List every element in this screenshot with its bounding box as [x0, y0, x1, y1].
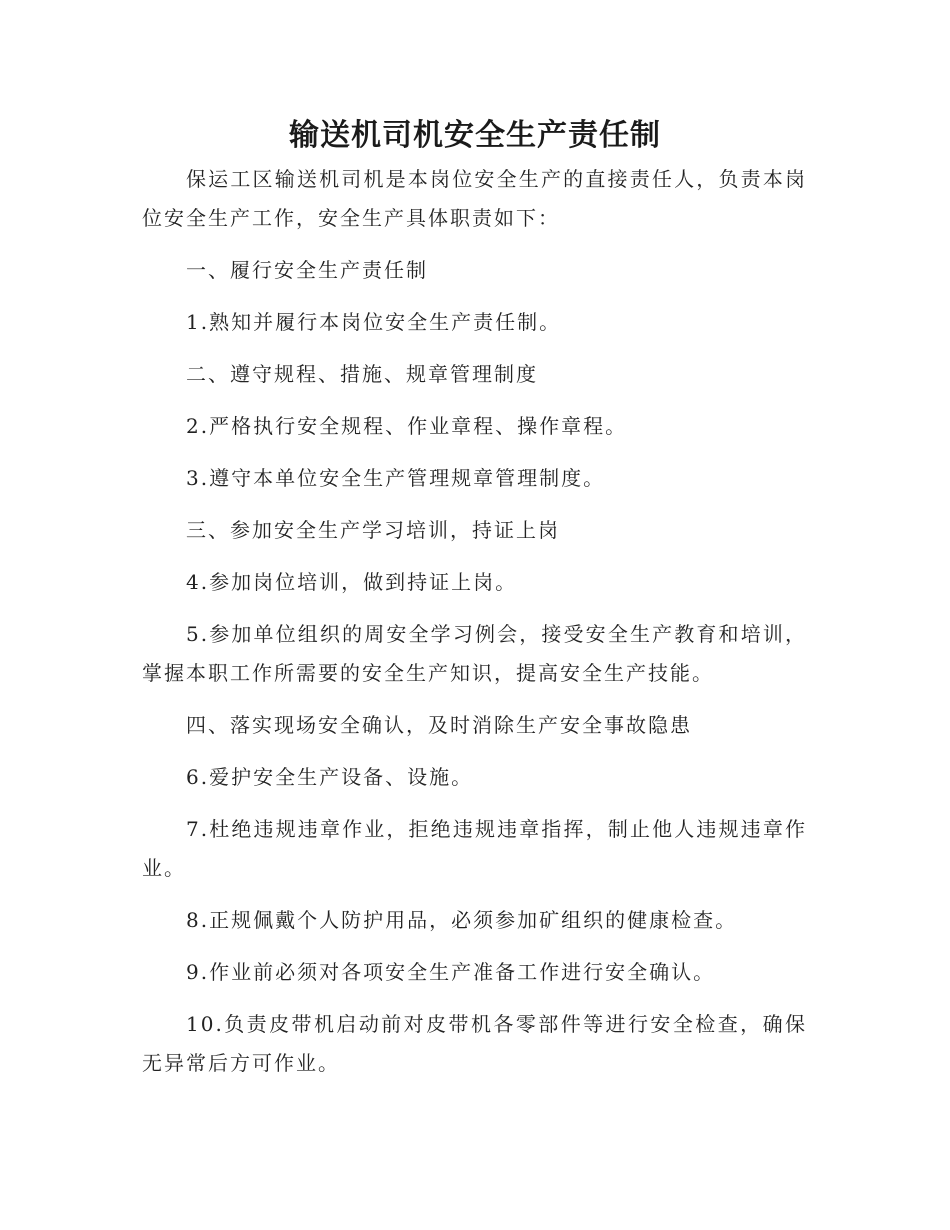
item-2: 2.严格执行安全规程、作业章程、操作章程。 — [186, 414, 628, 438]
section-heading-1: 一、履行安全生产责任制 — [186, 258, 428, 282]
section-heading-3: 三、参加安全生产学习培训，持证上岗 — [186, 518, 560, 542]
item-3: 3.遵守本单位安全生产管理规章管理制度。 — [186, 466, 606, 490]
item-6: 6.爱护安全生产设备、设施。 — [186, 765, 474, 789]
item-10: 10.负责皮带机启动前对皮带机各零部件等进行安全检查，确保无异常后方可作业。 — [142, 1012, 807, 1075]
item-5: 5.参加单位组织的周安全学习例会，接受安全生产教育和培训，掌握本职工作所需要的安全生产知识，提高安全生产技能。 — [142, 622, 807, 685]
item-9: 9.作业前必须对各项安全生产准备工作进行安全确认。 — [186, 960, 716, 984]
document-title: 输送机司机安全生产责任制 — [289, 118, 661, 153]
section-heading-4: 四、落实现场安全确认，及时消除生产安全事故隐患 — [186, 713, 692, 737]
item-8: 8.正规佩戴个人防护用品，必须参加矿组织的健康检查。 — [186, 908, 738, 932]
item-1: 1.熟知并履行本岗位安全生产责任制。 — [186, 310, 562, 334]
item-7: 7.杜绝违规违章作业，拒绝违规违章指挥，制止他人违规违章作业。 — [142, 817, 807, 880]
paragraph-intro: 保运工区输送机司机是本岗位安全生产的直接责任人，负责本岗位安全生产工作，安全生产具体职责如下： — [142, 167, 807, 230]
item-4: 4.参加岗位培训，做到持证上岗。 — [186, 570, 518, 594]
document-body — [142, 160, 807, 1096]
section-heading-2: 二、遵守规程、措施、规章管理制度 — [186, 362, 538, 386]
